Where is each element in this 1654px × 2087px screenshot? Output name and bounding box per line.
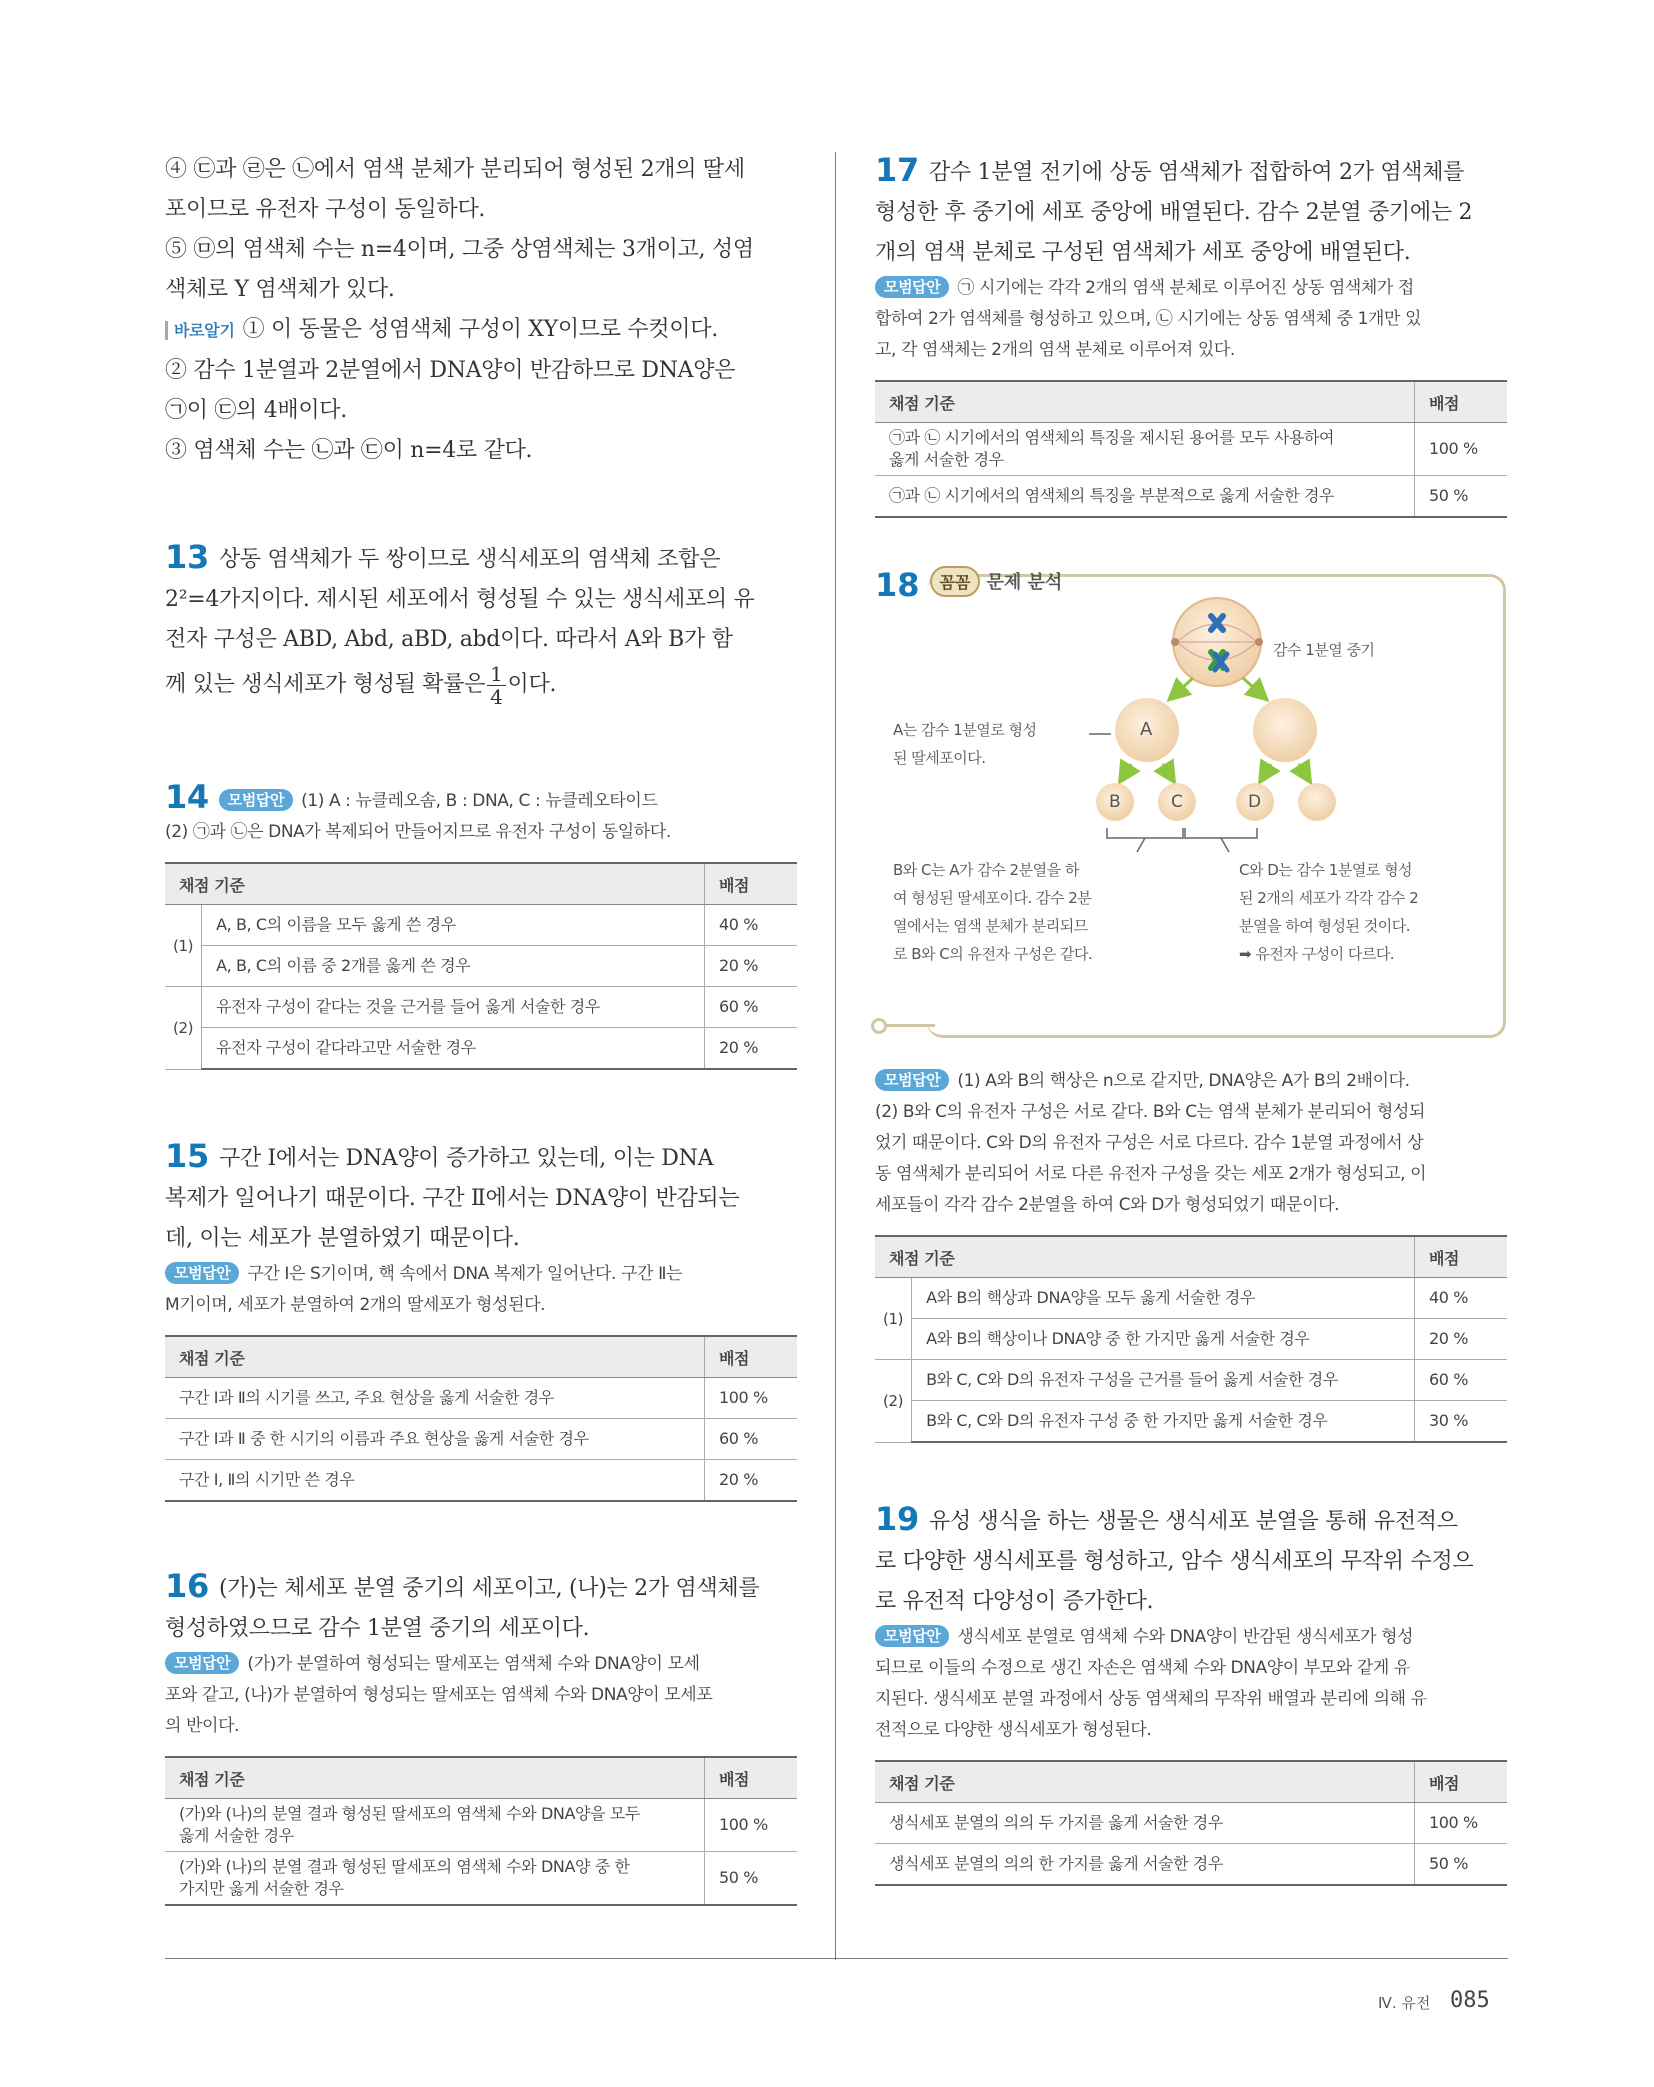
text-line (875, 1066, 1507, 1097)
arrow-right-icon: ➡ (1239, 945, 1252, 963)
label-cell-a: A (1140, 719, 1152, 740)
text-line (875, 1499, 1507, 1542)
text-line: (1) A : 뉴클레오솜, B : DNA, C : 뉴클레오타이드 (301, 791, 658, 811)
table-row (875, 1844, 1507, 1886)
fraction (487, 663, 505, 708)
criteria-line: (가)와 (나)의 분열 결과 형성된 딸세포의 염색체 수와 DNA양 중 한 (179, 1857, 630, 1876)
text-line (165, 310, 797, 351)
model-answer-badge: 모범답안 (219, 789, 293, 811)
criteria-cell: 유전자 구성이 같다는 것을 근거를 들어 옳게 서술한 경우 (202, 987, 705, 1028)
criteria-cell: B와 C, C와 D의 유전자 구성 중 한 가지만 옳게 서술한 경우 (912, 1401, 1415, 1443)
text-line: 세포들이 각각 감수 2분열을 하여 C와 D가 형성되었기 때문이다. (875, 1195, 1340, 1215)
note-line: 열에서는 염색 분체가 분리되므 (893, 917, 1088, 935)
model-answer-badge: 모범답안 (165, 1262, 239, 1284)
text-line: 로 유전적 다양성이 증가한다. (875, 1589, 1154, 1614)
text-line: 되므로 이들의 수정으로 생긴 자손은 염색체 수와 DNA양이 부모와 같게 유 (875, 1658, 1410, 1678)
text-line (165, 1649, 797, 1680)
question-19 (875, 1499, 1507, 1886)
note-line: 여 형성된 딸세포이다. 감수 2분 (893, 889, 1092, 907)
note-line: C와 D는 감수 1분열로 형성 (1239, 861, 1413, 879)
group-label: (2) (165, 987, 202, 1070)
question-15 (165, 1136, 797, 1502)
note-a (893, 716, 1037, 772)
fraction-denominator: 4 (490, 684, 503, 709)
question-number: 14 (165, 778, 209, 816)
table-header: 채점 기준 (875, 1236, 1415, 1278)
table-row (165, 946, 797, 987)
note-line: 로 B와 C의 유전자 구성은 같다. (893, 945, 1093, 963)
table-row (165, 905, 797, 946)
criteria-line: 옳게 서술한 경우 (889, 450, 1004, 469)
question-number: 18 (875, 566, 920, 604)
table-header: 배점 (705, 1757, 798, 1799)
text-line: 복제가 일어나기 때문이다. 구간 Ⅱ에서는 DNA양이 반감되는 (165, 1186, 740, 1211)
table-row (875, 1360, 1507, 1401)
group-label: (1) (875, 1278, 912, 1360)
criteria-cell: 구간 Ⅰ, Ⅱ의 시기만 쓴 경우 (165, 1460, 705, 1502)
question-18-answer (875, 1066, 1507, 1443)
text-line (165, 778, 797, 817)
text-line: ① 이 동물은 성염색체 구성이 XY이므로 수컷이다. (242, 317, 718, 342)
scoring-table (875, 380, 1507, 518)
question-18-diagram (875, 566, 1507, 1034)
criteria-line: 가지만 옳게 서술한 경우 (179, 1879, 344, 1898)
points-cell: 60 % (1415, 1360, 1508, 1401)
cell-a-sibling (1253, 698, 1317, 762)
model-answer-badge: 모범답안 (875, 276, 949, 298)
text-line: 형성하였으므로 감수 1분열 중기의 세포이다. (165, 1616, 590, 1641)
text-line (165, 1259, 797, 1290)
table-row (165, 1852, 797, 1906)
table-header: 채점 기준 (165, 1336, 705, 1378)
scoring-table (165, 1335, 797, 1502)
text-line: 구간 Ⅰ에서는 DNA양이 증가하고 있는데, 이는 DNA (218, 1146, 714, 1171)
points-cell: 100 % (1415, 1803, 1508, 1844)
text-line: 고, 각 염색체는 2개의 염색 분체로 이루어져 있다. (875, 340, 1235, 360)
points-cell: 100 % (705, 1378, 798, 1419)
criteria-line: (가)와 (나)의 분열 결과 형성된 딸세포의 염색체 수와 DNA양을 모두 (179, 1804, 640, 1823)
label-cell-c: C (1171, 792, 1183, 812)
points-cell: 50 % (705, 1852, 798, 1906)
note-line: 된 2개의 세포가 각각 감수 2 (1239, 889, 1419, 907)
criteria-cell (165, 1852, 705, 1906)
criteria-line: 옳게 서술한 경우 (179, 1826, 294, 1845)
scoring-table (875, 1760, 1507, 1886)
text-line: ⑤ ㉤의 염색체 수는 n=4이며, 그중 상염색체는 3개이고, 성염 (165, 237, 754, 262)
baroalgi-tag: 바로알기 (165, 321, 235, 340)
question-number: 13 (165, 538, 209, 576)
table-header: 배점 (705, 1336, 798, 1378)
text-line: ② 감수 1분열과 2분열에서 DNA양이 반감하므로 DNA양은 (165, 358, 736, 383)
question-14 (165, 778, 797, 1070)
scoring-table (165, 862, 797, 1070)
text-line: (가)가 분열하여 형성되는 딸세포는 염색체 수와 DNA양이 모세 (247, 1654, 700, 1674)
table-row (875, 1278, 1507, 1319)
text-line: ㉠ 시기에는 각각 2개의 염색 분체로 이루어진 상동 염색체가 접 (957, 278, 1414, 298)
text-line: 께 있는 생식세포가 형성될 확률은 (165, 672, 486, 697)
question-16 (165, 1566, 797, 1906)
points-cell: 20 % (705, 1460, 798, 1502)
points-cell: 20 % (705, 1028, 798, 1070)
points-cell: 20 % (1415, 1319, 1508, 1360)
model-answer-badge: 모범답안 (875, 1069, 949, 1091)
points-cell: 30 % (1415, 1401, 1508, 1443)
criteria-cell: A, B, C의 이름을 모두 옳게 쓴 경우 (202, 905, 705, 946)
fraction-numerator: 1 (487, 663, 505, 686)
text-line: (1) A와 B의 핵상은 n으로 같지만, DNA양은 A가 B의 2배이다. (957, 1071, 1410, 1091)
table-row (875, 476, 1507, 518)
footer-rule (165, 1958, 1508, 1959)
page-number: 085 (1450, 1988, 1490, 2013)
table-header: 배점 (1415, 1761, 1508, 1803)
table-row (875, 1401, 1507, 1443)
text-line: 구간 Ⅰ은 S기이며, 핵 속에서 DNA 복제가 일어난다. 구간 Ⅱ는 (247, 1264, 683, 1284)
criteria-cell: 생식세포 분열의 의의 한 가지를 옳게 서술한 경우 (875, 1844, 1415, 1886)
text-line: M기이며, 세포가 분열하여 2개의 딸세포가 형성된다. (165, 1295, 546, 1315)
table-header: 채점 기준 (165, 863, 705, 905)
table-header: 배점 (1415, 381, 1508, 423)
criteria-cell: 구간 Ⅰ과 Ⅱ의 시기를 쓰고, 주요 현상을 옳게 서술한 경우 (165, 1378, 705, 1419)
metaphase-cell (1171, 598, 1263, 686)
table-header: 배점 (705, 863, 798, 905)
text-line (875, 1622, 1507, 1653)
text-line: ③ 염색체 수는 ㉡과 ㉢이 n=4로 같다. (165, 438, 533, 463)
text-line: 데, 이는 세포가 분열하였기 때문이다. (165, 1226, 520, 1251)
note-bc (893, 856, 1092, 968)
column-divider (835, 152, 836, 1960)
scoring-table (875, 1235, 1507, 1443)
text-line: 포와 같고, (나)가 분열하여 형성되는 딸세포는 염색체 수와 DNA양이 모세포 (165, 1685, 713, 1705)
table-row (165, 1460, 797, 1502)
text-line: ④ ㉢과 ㉣은 ㉡에서 염색 분체가 분리되어 형성된 2개의 딸세 (165, 157, 745, 182)
table-row (165, 1378, 797, 1419)
criteria-cell (875, 423, 1415, 476)
text-line: 색체로 Y 염색체가 있다. (165, 277, 395, 302)
text-line (165, 537, 797, 580)
analysis-title: 문제 분석 (986, 572, 1063, 593)
text-line: 상동 염색체가 두 쌍이므로 생식세포의 염색체 조합은 (218, 547, 721, 572)
criteria-cell (165, 1799, 705, 1852)
criteria-cell: ㉠과 ㉡ 시기에서의 염색체의 특징을 부분적으로 옳게 서술한 경우 (875, 476, 1415, 518)
table-row (165, 1419, 797, 1460)
text-line (875, 273, 1507, 304)
model-answer-badge: 모범답안 (875, 1625, 949, 1647)
points-cell: 20 % (705, 946, 798, 987)
criteria-cell: 구간 Ⅰ과 Ⅱ 중 한 시기의 이름과 주요 현상을 옳게 서술한 경우 (165, 1419, 705, 1460)
criteria-cell: 유전자 구성이 같다라고만 서술한 경우 (202, 1028, 705, 1070)
text-line: (2) ㉠과 ㉡은 DNA가 복제되어 만들어지므로 유전자 구성이 동일하다. (165, 822, 671, 842)
criteria-line: ㉠과 ㉡ 시기에서의 염색체의 특징을 제시된 용어를 모두 사용하여 (889, 428, 1335, 447)
table-row (875, 1803, 1507, 1844)
note-line: 분열을 하여 형성된 것이다. (1239, 917, 1410, 935)
question-number: 19 (875, 1500, 919, 1538)
criteria-cell: 생식세포 분열의 의의 두 가지를 옳게 서술한 경우 (875, 1803, 1415, 1844)
text-line: 합하여 2가 염색체를 형성하고 있으며, ㉡ 시기에는 상동 염색체 중 1개만 있 (875, 309, 1422, 329)
text-line: 전자 구성은 ABD, Abd, aBD, abd이다. 따라서 A와 B가 함 (165, 627, 733, 652)
question-17 (875, 150, 1507, 518)
note-cd (1239, 856, 1418, 968)
text-line (875, 150, 1507, 193)
points-cell: 50 % (1415, 1844, 1508, 1886)
left-column (165, 150, 797, 1954)
text-line: 로 다양한 생식세포를 형성하고, 암수 생식세포의 무작위 수정으 (875, 1549, 1474, 1574)
question-number: 16 (165, 1567, 209, 1605)
question-number: 15 (165, 1137, 209, 1175)
ggumggum-badge: 꼼꼼 (930, 566, 981, 597)
criteria-cell: B와 C, C와 D의 유전자 구성을 근거를 들어 옳게 서술한 경우 (912, 1360, 1415, 1401)
text-line: 전적으로 다양한 생식세포가 형성된다. (875, 1720, 1152, 1740)
table-header: 채점 기준 (875, 1761, 1415, 1803)
text-line: ㉠이 ㉢의 4배이다. (165, 398, 347, 423)
text-line: 지된다. 생식세포 분열 과정에서 상동 염색체의 무작위 배열과 분리에 의해 유 (875, 1689, 1427, 1709)
note-line: A는 감수 1분열로 형성 (893, 721, 1037, 739)
note-line: 유전자 구성이 다르다. (1255, 945, 1395, 963)
points-cell: 50 % (1415, 476, 1508, 518)
right-column (875, 150, 1507, 1934)
note-line: 된 딸세포이다. (893, 749, 986, 767)
note-line: B와 C는 A가 감수 2분열을 하 (893, 861, 1079, 879)
table-row (165, 987, 797, 1028)
text-line (165, 1566, 797, 1609)
points-cell: 100 % (705, 1799, 798, 1852)
table-header: 채점 기준 (165, 1757, 705, 1799)
points-cell: 60 % (705, 1419, 798, 1460)
question-13 (165, 537, 797, 710)
points-cell: 60 % (705, 987, 798, 1028)
model-answer-badge: 모범답안 (165, 1652, 239, 1674)
question-number: 17 (875, 151, 919, 189)
group-label: (2) (875, 1360, 912, 1443)
text-line (165, 1136, 797, 1179)
table-row (165, 1028, 797, 1070)
text-line: 었기 때문이다. C와 D의 유전자 구성은 서로 다르다. 감수 1분열 과정에서 상 (875, 1133, 1424, 1153)
text-line: 포이므로 유전자 구성이 동일하다. (165, 197, 486, 222)
points-cell: 40 % (705, 905, 798, 946)
table-row (875, 1319, 1507, 1360)
points-cell: 40 % (1415, 1278, 1508, 1319)
criteria-cell: A, B, C의 이름 중 2개를 옳게 쓴 경우 (202, 946, 705, 987)
scoring-table (165, 1756, 797, 1906)
table-header: 채점 기준 (875, 381, 1415, 423)
text-line: (2) B와 C의 유전자 구성은 서로 같다. B와 C는 염색 분체가 분리되어 형성되 (875, 1102, 1425, 1122)
label-cell-b: B (1109, 792, 1121, 812)
label-cell-d: D (1248, 792, 1261, 812)
points-cell: 100 % (1415, 423, 1508, 476)
text-line (165, 660, 797, 710)
text-line: 감수 1분열 전기에 상동 염색체가 접합하여 2가 염색체를 (928, 160, 1465, 185)
text-line: 이다. (507, 672, 557, 697)
note-line (1239, 940, 1418, 968)
text-line: 2²=4가지이다. 제시된 세포에서 형성될 수 있는 생식세포의 유 (165, 587, 755, 612)
text-line: 동 염색체가 분리되어 서로 다른 유전자 구성을 갖는 세포 2개가 형성되고, 이 (875, 1164, 1427, 1184)
text-line: 생식세포 분열로 염색체 수와 DNA양이 반감된 생식세포가 형성 (957, 1627, 1414, 1647)
table-row (165, 1799, 797, 1852)
cell-d-sibling (1298, 783, 1336, 821)
text-line: 형성한 후 중기에 세포 중앙에 배열된다. 감수 2분열 중기에는 2 (875, 200, 1473, 225)
table-row (875, 423, 1507, 476)
label-top: 감수 1분열 중기 (1273, 641, 1375, 659)
table-header: 배점 (1415, 1236, 1508, 1278)
text-line: 유성 생식을 하는 생물은 생식세포 분열을 통해 유전적으 (928, 1509, 1458, 1534)
chapter-label: Ⅳ. 유전 (1378, 1994, 1431, 2012)
text-line: 의 반이다. (165, 1716, 240, 1736)
text-line: 개의 염색 분체로 구성된 염색체가 세포 중앙에 배열된다. (875, 240, 1411, 265)
text-line: (가)는 체세포 분열 중기의 세포이고, (나)는 2가 염색체를 (218, 1576, 760, 1601)
group-label: (1) (165, 905, 202, 987)
criteria-cell: A와 B의 핵상이나 DNA양 중 한 가지만 옳게 서술한 경우 (912, 1319, 1415, 1360)
criteria-cell: A와 B의 핵상과 DNA양을 모두 옳게 서술한 경우 (912, 1278, 1415, 1319)
q12-continuation (165, 150, 797, 471)
